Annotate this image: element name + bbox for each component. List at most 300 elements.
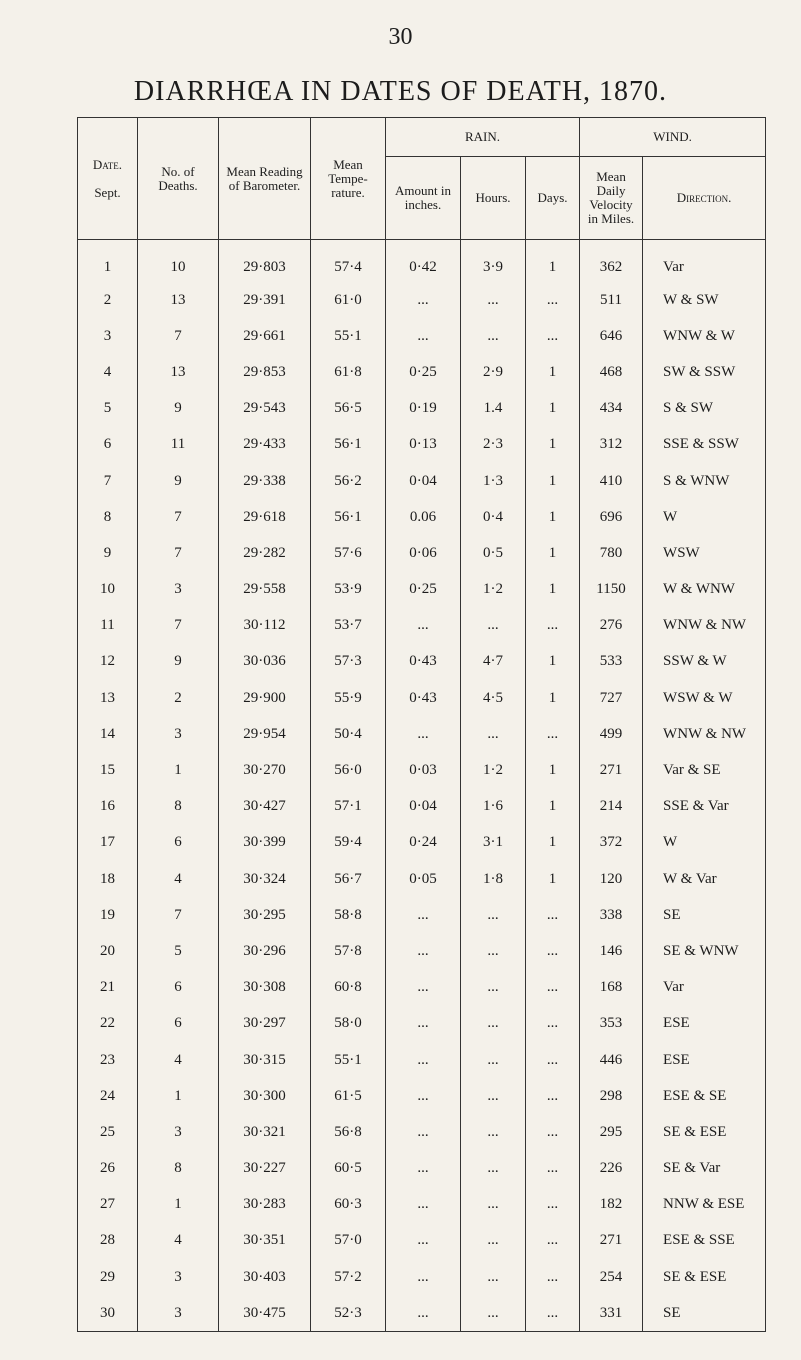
cell-rain-amount: 0·03 [386, 752, 461, 788]
cell-rain-hours: ... [461, 282, 526, 318]
cell-rain-days: ... [526, 608, 580, 644]
cell-rain-hours: ... [461, 716, 526, 752]
cell-date: 3 [78, 318, 138, 354]
header-date-sub: Sept. [94, 184, 121, 200]
cell-wind-direction: SE [643, 897, 766, 933]
cell-deaths: 1 [138, 1078, 219, 1114]
cell-rain-days: ... [526, 1006, 580, 1042]
cell-barometer: 30·036 [219, 644, 311, 680]
cell-wind-velocity: 276 [580, 608, 643, 644]
table-row [78, 499, 766, 535]
cell-wind-velocity: 511 [580, 282, 643, 318]
cell-temperature: 58·0 [311, 1006, 386, 1042]
cell-temperature: 57·2 [311, 1259, 386, 1295]
cell-rain-days: ... [526, 1151, 580, 1187]
cell-temperature: 50·4 [311, 716, 386, 752]
cell-rain-amount: 0·04 [386, 463, 461, 499]
cell-wind-velocity: 362 [580, 240, 643, 283]
cell-rain-amount: ... [386, 1006, 461, 1042]
cell-temperature: 56·2 [311, 463, 386, 499]
cell-date: 9 [78, 535, 138, 571]
table-row [78, 1151, 766, 1187]
cell-rain-hours: 4·7 [461, 644, 526, 680]
table-row [78, 535, 766, 571]
cell-rain-days: ... [526, 1295, 580, 1332]
cell-rain-days: ... [526, 1259, 580, 1295]
cell-rain-days: ... [526, 1223, 580, 1259]
cell-barometer: 30·321 [219, 1114, 311, 1150]
cell-wind-velocity: 372 [580, 825, 643, 861]
cell-rain-days: ... [526, 716, 580, 752]
cell-date: 8 [78, 499, 138, 535]
cell-rain-amount: 0·24 [386, 825, 461, 861]
cell-deaths: 9 [138, 391, 219, 427]
cell-temperature: 60·8 [311, 970, 386, 1006]
cell-wind-velocity: 226 [580, 1151, 643, 1187]
cell-rain-hours: ... [461, 1259, 526, 1295]
cell-temperature: 56·7 [311, 861, 386, 897]
cell-rain-hours: 1·2 [461, 572, 526, 608]
cell-wind-direction: ESE & SSE [643, 1223, 766, 1259]
cell-wind-velocity: 331 [580, 1295, 643, 1332]
cell-wind-direction: W [643, 499, 766, 535]
cell-rain-hours: ... [461, 1042, 526, 1078]
cell-temperature: 60·3 [311, 1187, 386, 1223]
cell-wind-velocity: 780 [580, 535, 643, 571]
cell-wind-direction: NNW & ESE [643, 1187, 766, 1223]
cell-wind-direction: SSE & SSW [643, 427, 766, 463]
cell-rain-days: 1 [526, 354, 580, 390]
cell-wind-velocity: 214 [580, 789, 643, 825]
table-row [78, 1114, 766, 1150]
header-rain: RAIN. [386, 118, 580, 157]
cell-rain-days: 1 [526, 825, 580, 861]
cell-temperature: 57·3 [311, 644, 386, 680]
cell-temperature: 58·8 [311, 897, 386, 933]
cell-rain-days: ... [526, 282, 580, 318]
cell-wind-velocity: 271 [580, 752, 643, 788]
cell-wind-direction: SE & ESE [643, 1114, 766, 1150]
cell-deaths: 9 [138, 463, 219, 499]
cell-rain-days: ... [526, 970, 580, 1006]
cell-rain-days: 1 [526, 391, 580, 427]
cell-rain-amount: 0·43 [386, 680, 461, 716]
cell-rain-days: ... [526, 933, 580, 969]
cell-rain-days: ... [526, 897, 580, 933]
cell-deaths: 4 [138, 1223, 219, 1259]
cell-rain-amount: 0·43 [386, 644, 461, 680]
cell-temperature: 56·5 [311, 391, 386, 427]
cell-wind-velocity: 295 [580, 1114, 643, 1150]
cell-wind-velocity: 338 [580, 897, 643, 933]
cell-barometer: 30·283 [219, 1187, 311, 1223]
table-row [78, 680, 766, 716]
cell-rain-hours: 1·8 [461, 861, 526, 897]
cell-wind-velocity: 727 [580, 680, 643, 716]
cell-temperature: 60·5 [311, 1151, 386, 1187]
table-row [78, 1078, 766, 1114]
cell-rain-hours: ... [461, 1187, 526, 1223]
cell-wind-velocity: 446 [580, 1042, 643, 1078]
cell-deaths: 9 [138, 644, 219, 680]
cell-barometer: 29·803 [219, 240, 311, 283]
cell-barometer: 29·338 [219, 463, 311, 499]
cell-wind-direction: W & SW [643, 282, 766, 318]
cell-temperature: 56·0 [311, 752, 386, 788]
cell-wind-direction: SE & WNW [643, 933, 766, 969]
cell-rain-amount: ... [386, 608, 461, 644]
cell-rain-days: ... [526, 1114, 580, 1150]
table-row [78, 1187, 766, 1223]
cell-rain-days: 1 [526, 535, 580, 571]
table-row [78, 861, 766, 897]
cell-wind-direction: ESE & SE [643, 1078, 766, 1114]
cell-date: 7 [78, 463, 138, 499]
cell-deaths: 5 [138, 933, 219, 969]
cell-deaths: 3 [138, 1295, 219, 1332]
table-row [78, 644, 766, 680]
cell-deaths: 7 [138, 499, 219, 535]
cell-wind-velocity: 120 [580, 861, 643, 897]
cell-temperature: 56·1 [311, 499, 386, 535]
cell-barometer: 29·433 [219, 427, 311, 463]
cell-wind-direction: SE [643, 1295, 766, 1332]
cell-wind-velocity: 298 [580, 1078, 643, 1114]
cell-barometer: 29·391 [219, 282, 311, 318]
cell-wind-direction: Var & SE [643, 752, 766, 788]
cell-deaths: 7 [138, 897, 219, 933]
cell-barometer: 30·324 [219, 861, 311, 897]
cell-rain-hours: ... [461, 1114, 526, 1150]
header-temperature: Mean Tempe-rature. [311, 118, 386, 240]
cell-date: 1 [78, 240, 138, 283]
cell-wind-velocity: 254 [580, 1259, 643, 1295]
table-title: DIARRHŒA IN DATES OF DEATH, 1870. [133, 76, 668, 107]
cell-wind-direction: WNW & NW [643, 716, 766, 752]
cell-deaths: 6 [138, 970, 219, 1006]
table-row [78, 1223, 766, 1259]
header-date-label: Date. [92, 156, 123, 172]
cell-date: 27 [78, 1187, 138, 1223]
cell-date: 16 [78, 789, 138, 825]
cell-barometer: 30·475 [219, 1295, 311, 1332]
cell-barometer: 29·618 [219, 499, 311, 535]
cell-date: 20 [78, 933, 138, 969]
cell-wind-velocity: 434 [580, 391, 643, 427]
cell-date: 23 [78, 1042, 138, 1078]
cell-deaths: 3 [138, 1259, 219, 1295]
cell-barometer: 29·900 [219, 680, 311, 716]
cell-deaths: 7 [138, 535, 219, 571]
cell-date: 29 [78, 1259, 138, 1295]
cell-barometer: 29·543 [219, 391, 311, 427]
table-row [78, 970, 766, 1006]
cell-rain-days: 1 [526, 499, 580, 535]
cell-temperature: 61·5 [311, 1078, 386, 1114]
cell-rain-amount: ... [386, 933, 461, 969]
cell-rain-amount: 0·25 [386, 572, 461, 608]
cell-temperature: 57·8 [311, 933, 386, 969]
cell-rain-amount: ... [386, 1223, 461, 1259]
cell-date: 17 [78, 825, 138, 861]
cell-rain-hours: 0·5 [461, 535, 526, 571]
cell-rain-amount: 0·42 [386, 240, 461, 283]
cell-deaths: 3 [138, 572, 219, 608]
cell-deaths: 8 [138, 1151, 219, 1187]
cell-rain-amount: ... [386, 970, 461, 1006]
table-row [78, 391, 766, 427]
cell-date: 18 [78, 861, 138, 897]
cell-rain-hours: 4·5 [461, 680, 526, 716]
cell-deaths: 1 [138, 752, 219, 788]
cell-rain-hours: 1·6 [461, 789, 526, 825]
cell-date: 14 [78, 716, 138, 752]
cell-temperature: 53·9 [311, 572, 386, 608]
cell-barometer: 30·351 [219, 1223, 311, 1259]
cell-wind-direction: WSW & W [643, 680, 766, 716]
cell-rain-amount: ... [386, 282, 461, 318]
cell-wind-direction: SE & Var [643, 1151, 766, 1187]
cell-date: 10 [78, 572, 138, 608]
cell-barometer: 30·308 [219, 970, 311, 1006]
cell-rain-days: 1 [526, 789, 580, 825]
cell-rain-hours: 1·2 [461, 752, 526, 788]
cell-temperature: 61·0 [311, 282, 386, 318]
cell-barometer: 29·954 [219, 716, 311, 752]
cell-barometer: 29·558 [219, 572, 311, 608]
cell-rain-days: 1 [526, 463, 580, 499]
header-wind-direction: Direction. [643, 157, 766, 240]
cell-wind-velocity: 168 [580, 970, 643, 1006]
cell-temperature: 56·8 [311, 1114, 386, 1150]
cell-rain-days: 1 [526, 680, 580, 716]
cell-wind-velocity: 533 [580, 644, 643, 680]
cell-date: 28 [78, 1223, 138, 1259]
header-deaths: No. of Deaths. [138, 118, 219, 240]
cell-wind-direction: W [643, 825, 766, 861]
cell-wind-direction: WSW [643, 535, 766, 571]
cell-rain-days: ... [526, 318, 580, 354]
cell-rain-amount: ... [386, 716, 461, 752]
cell-barometer: 29·853 [219, 354, 311, 390]
cell-date: 25 [78, 1114, 138, 1150]
cell-wind-direction: WNW & W [643, 318, 766, 354]
cell-temperature: 52·3 [311, 1295, 386, 1332]
cell-deaths: 4 [138, 1042, 219, 1078]
cell-deaths: 7 [138, 318, 219, 354]
cell-rain-hours: 3·9 [461, 240, 526, 283]
cell-temperature: 53·7 [311, 608, 386, 644]
cell-date: 13 [78, 680, 138, 716]
cell-barometer: 30·297 [219, 1006, 311, 1042]
weather-deaths-table [77, 117, 766, 1332]
cell-deaths: 2 [138, 680, 219, 716]
cell-wind-direction: Var [643, 970, 766, 1006]
header-wind: WIND. [580, 118, 766, 157]
cell-rain-hours: ... [461, 318, 526, 354]
cell-barometer: 30·427 [219, 789, 311, 825]
cell-rain-hours: ... [461, 933, 526, 969]
cell-rain-days: ... [526, 1078, 580, 1114]
cell-barometer: 30·403 [219, 1259, 311, 1295]
table-row [78, 318, 766, 354]
cell-rain-amount: ... [386, 318, 461, 354]
cell-rain-days: 1 [526, 861, 580, 897]
table-row [78, 897, 766, 933]
cell-rain-hours: 2·9 [461, 354, 526, 390]
table-row [78, 240, 766, 283]
cell-deaths: 13 [138, 282, 219, 318]
cell-rain-amount: 0·05 [386, 861, 461, 897]
cell-rain-amount: ... [386, 1114, 461, 1150]
cell-rain-amount: 0·06 [386, 535, 461, 571]
cell-wind-velocity: 271 [580, 1223, 643, 1259]
cell-wind-direction: SSE & Var [643, 789, 766, 825]
header-rain-hours: Hours. [461, 157, 526, 240]
cell-deaths: 3 [138, 1114, 219, 1150]
cell-rain-hours: 3·1 [461, 825, 526, 861]
cell-wind-velocity: 646 [580, 318, 643, 354]
cell-date: 12 [78, 644, 138, 680]
cell-wind-direction: SW & SSW [643, 354, 766, 390]
cell-deaths: 6 [138, 1006, 219, 1042]
cell-barometer: 30·227 [219, 1151, 311, 1187]
cell-rain-days: 1 [526, 240, 580, 283]
cell-rain-hours: ... [461, 1006, 526, 1042]
cell-wind-direction: W & WNW [643, 572, 766, 608]
cell-barometer: 30·315 [219, 1042, 311, 1078]
cell-rain-days: ... [526, 1042, 580, 1078]
cell-wind-velocity: 353 [580, 1006, 643, 1042]
cell-temperature: 56·1 [311, 427, 386, 463]
cell-wind-direction: W & Var [643, 861, 766, 897]
table-row [78, 933, 766, 969]
cell-deaths: 1 [138, 1187, 219, 1223]
cell-date: 11 [78, 608, 138, 644]
cell-temperature: 59·4 [311, 825, 386, 861]
header-barometer: Mean Reading of Barometer. [219, 118, 311, 240]
cell-rain-amount: ... [386, 1187, 461, 1223]
cell-date: 26 [78, 1151, 138, 1187]
table-row [78, 1042, 766, 1078]
table-row [78, 282, 766, 318]
table-row [78, 463, 766, 499]
cell-deaths: 13 [138, 354, 219, 390]
cell-rain-amount: 0·25 [386, 354, 461, 390]
table-row [78, 608, 766, 644]
table-row [78, 1295, 766, 1332]
cell-wind-velocity: 410 [580, 463, 643, 499]
cell-rain-hours: ... [461, 1078, 526, 1114]
cell-wind-direction: WNW & NW [643, 608, 766, 644]
cell-temperature: 55·1 [311, 1042, 386, 1078]
cell-rain-days: 1 [526, 427, 580, 463]
cell-rain-days: 1 [526, 752, 580, 788]
cell-deaths: 3 [138, 716, 219, 752]
cell-rain-hours: 1·3 [461, 463, 526, 499]
cell-wind-direction: SE & ESE [643, 1259, 766, 1295]
cell-wind-direction: SSW & W [643, 644, 766, 680]
page-number: 30 [388, 24, 413, 50]
table-row [78, 716, 766, 752]
table-row [78, 1259, 766, 1295]
cell-wind-velocity: 468 [580, 354, 643, 390]
cell-date: 30 [78, 1295, 138, 1332]
cell-rain-days: ... [526, 1187, 580, 1223]
cell-barometer: 29·661 [219, 318, 311, 354]
cell-barometer: 30·295 [219, 897, 311, 933]
cell-wind-direction: ESE [643, 1006, 766, 1042]
cell-rain-amount: ... [386, 1151, 461, 1187]
cell-deaths: 4 [138, 861, 219, 897]
table-row [78, 825, 766, 861]
cell-wind-direction: Var [643, 240, 766, 283]
cell-wind-direction: S & WNW [643, 463, 766, 499]
table-row [78, 752, 766, 788]
header-rain-days: Days. [526, 157, 580, 240]
table-row [78, 1006, 766, 1042]
cell-rain-hours: ... [461, 1151, 526, 1187]
cell-rain-amount: ... [386, 1078, 461, 1114]
cell-wind-velocity: 696 [580, 499, 643, 535]
cell-barometer: 30·270 [219, 752, 311, 788]
cell-barometer: 30·112 [219, 608, 311, 644]
cell-date: 6 [78, 427, 138, 463]
cell-wind-velocity: 499 [580, 716, 643, 752]
cell-rain-amount: ... [386, 897, 461, 933]
cell-rain-amount: ... [386, 1042, 461, 1078]
cell-wind-velocity: 146 [580, 933, 643, 969]
cell-rain-hours: ... [461, 1295, 526, 1332]
cell-temperature: 57·0 [311, 1223, 386, 1259]
cell-rain-hours: ... [461, 1223, 526, 1259]
header-rain-amount: Amount in inches. [386, 157, 461, 240]
cell-wind-velocity: 312 [580, 427, 643, 463]
cell-wind-direction: S & SW [643, 391, 766, 427]
cell-rain-hours: ... [461, 608, 526, 644]
cell-date: 5 [78, 391, 138, 427]
cell-temperature: 61·8 [311, 354, 386, 390]
cell-temperature: 57·1 [311, 789, 386, 825]
cell-rain-hours: ... [461, 970, 526, 1006]
cell-temperature: 55·1 [311, 318, 386, 354]
cell-temperature: 57·6 [311, 535, 386, 571]
table-row [78, 354, 766, 390]
cell-temperature: 57·4 [311, 240, 386, 283]
table-row [78, 572, 766, 608]
cell-wind-velocity: 1150 [580, 572, 643, 608]
cell-barometer: 30·300 [219, 1078, 311, 1114]
cell-temperature: 55·9 [311, 680, 386, 716]
cell-rain-amount: 0.06 [386, 499, 461, 535]
cell-barometer: 30·296 [219, 933, 311, 969]
cell-rain-days: 1 [526, 572, 580, 608]
cell-barometer: 29·282 [219, 535, 311, 571]
cell-deaths: 7 [138, 608, 219, 644]
cell-rain-hours: 1.4 [461, 391, 526, 427]
cell-rain-hours: ... [461, 897, 526, 933]
cell-date: 22 [78, 1006, 138, 1042]
header-date [78, 118, 138, 240]
cell-date: 24 [78, 1078, 138, 1114]
cell-date: 2 [78, 282, 138, 318]
table-body [78, 240, 766, 1332]
cell-date: 4 [78, 354, 138, 390]
cell-rain-hours: 0·4 [461, 499, 526, 535]
table-row [78, 789, 766, 825]
cell-date: 19 [78, 897, 138, 933]
cell-rain-amount: 0·13 [386, 427, 461, 463]
